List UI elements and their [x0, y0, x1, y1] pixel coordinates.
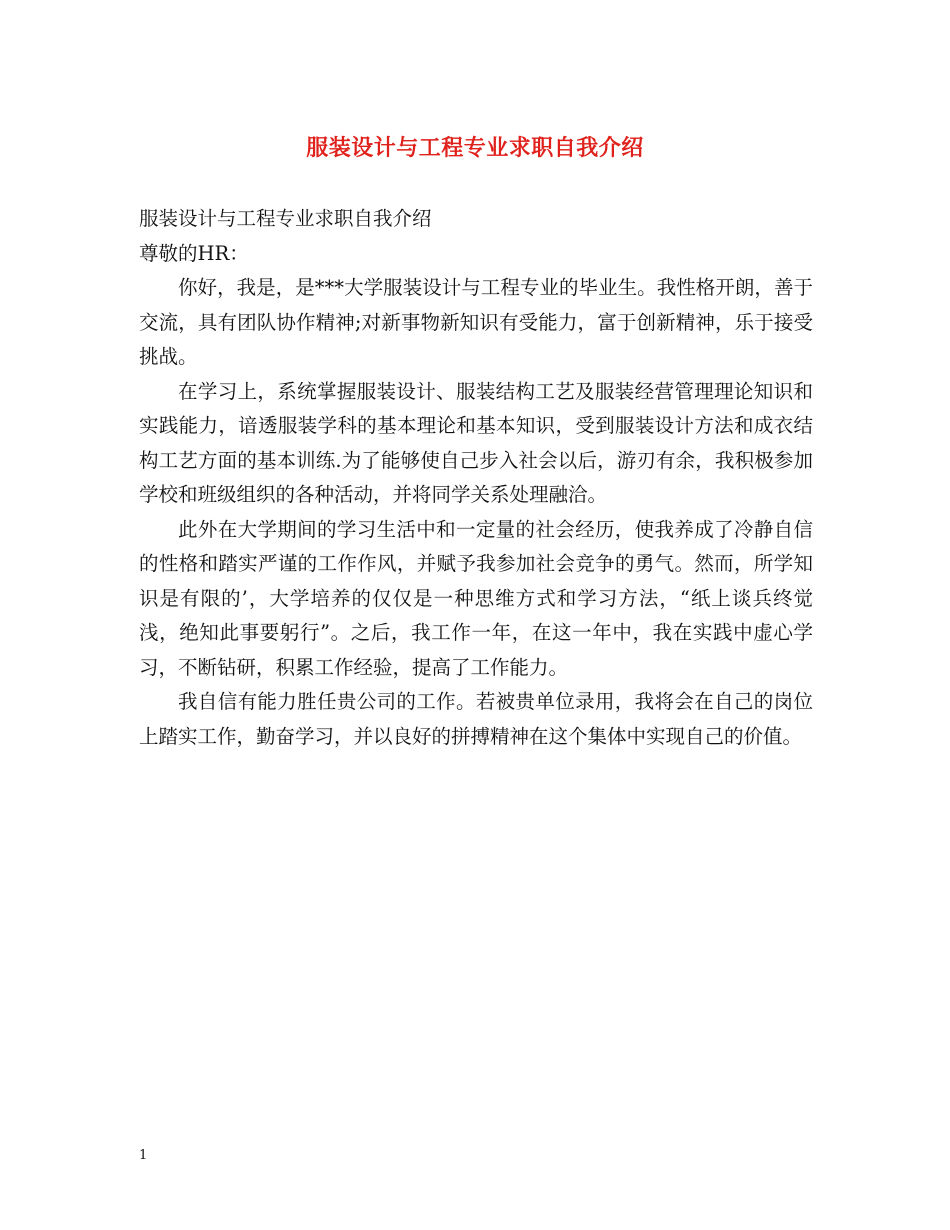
- salutation: 尊敬的HR：: [139, 241, 249, 265]
- paragraph-1: 你好，我是，是***大学服装设计与工程专业的毕业生。我性格开朗，善于交流，具有团队协作精神;对新事物新知识有受能力，富于创新精神，乐于接受挑战。: [139, 276, 813, 368]
- paragraph-3: 此外在大学期间的学习生活中和一定量的社会经历，使我养成了冷静自信的性格和踏实严谨的工作作风，并赋予我参加社会竞争的勇气。然而，所学知识是有限的’，大学培养的仅仅是一种思维方式和学习方法，“纸上谈兵终觉浅，绝知此事要躬行”。之后，我工作一年，在这一年中，我在实践中虚心学习，不断钻研，积累工作经验，提高了工作能力。: [139, 517, 813, 679]
- page-number: 1: [139, 1148, 148, 1163]
- paragraph-2: 在学习上，系统掌握服装设计、服装结构工艺及服装经营管理理论知识和实践能力，谙透服装学科的基本理论和基本知识，受到服装设计方法和成衣结构工艺方面的基本训练.为了能够使自己步入社会以后，游刃有余，我积极参加学校和班级组织的各种活动，并将同学关系处理融洽。: [139, 379, 813, 506]
- document-title: 服装设计与工程专业求职自我介绍: [306, 135, 644, 161]
- document-body: [139, 202, 813, 754]
- paragraph-4: 我自信有能力胜任贵公司的工作。若被贵单位录用，我将会在自己的岗位上踏实工作，勤奋学习，并以良好的拼搏精神在这个集体中实现自己的价值。: [139, 690, 813, 748]
- document-subtitle: 服装设计与工程专业求职自我介绍: [139, 207, 432, 230]
